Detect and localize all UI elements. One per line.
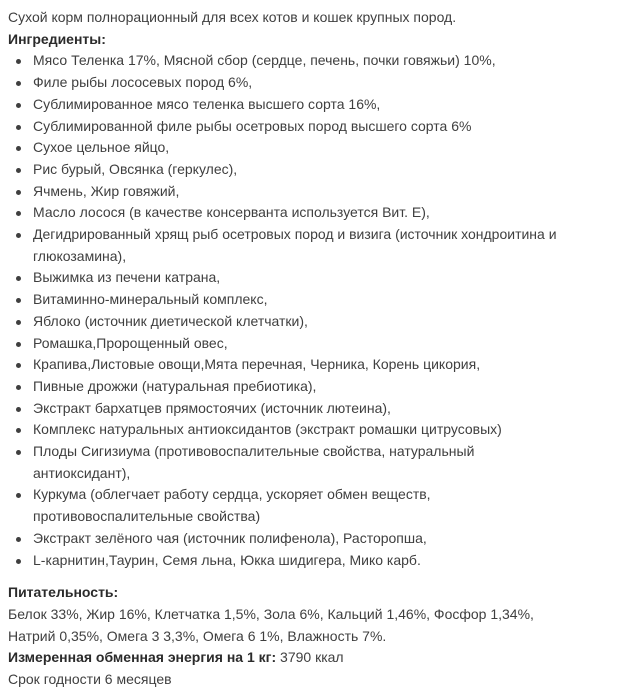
list-item: Комплекс натуральных антиоксидантов (экстракт ромашки цитрусовых) <box>8 419 568 441</box>
list-item: Сублимированной филе рыбы осетровых пород высшего сорта 6% <box>8 116 568 138</box>
nutrition-heading: Питательность: <box>8 584 119 601</box>
list-item: Масло лосося (в качестве консерванта используется Вит. Е), <box>8 202 568 224</box>
ingredients-list <box>8 50 618 571</box>
list-item: Куркума (облегчает работу сердца, ускоряет обмен веществ, противовоспалительные свойства) <box>8 484 568 527</box>
ingredients-heading: Ингредиенты: <box>8 30 106 47</box>
list-item: Экстракт зелёного чая (источник полифенола), Расторопша, <box>8 528 568 550</box>
list-item: Рис бурый, Овсянка (геркулес), <box>8 159 568 181</box>
list-item: Пивные дрожжи (натуральная пребиотика), <box>8 376 568 398</box>
list-item: Экстракт бархатцев прямостоячих (источник лютеина), <box>8 398 568 420</box>
shelf-life-text: Срок годности 6 месяцев <box>8 671 172 688</box>
intro-text: Сухой корм полнорационный для всех котов и кошек крупных пород. <box>8 9 457 25</box>
list-item: Сухое цельное яйцо, <box>8 137 568 159</box>
energy-label: Измеренная обменная энергия на 1 кг: <box>8 649 277 666</box>
section-spacer <box>8 571 618 582</box>
nutrition-values: Белок 33%, Жир 16%, Клетчатка 1,5%, Зола 6%, Кальций 1,46%, Фосфор 1,34%, Натрий 0,35%, Омега 3 3,3%, Омега 6 1%, Влажность 7%. <box>8 605 534 644</box>
list-item: Плоды Сигизиума (противовоспалительные свойства, натуральный антиоксидант), <box>8 441 568 484</box>
list-item: Дегидрированный хрящ рыб осетровых пород и визига (источник хондроитина и глюкозамина), <box>8 224 568 267</box>
list-item: Филе рыбы лососевых пород 6%, <box>8 72 568 94</box>
list-item: Мясо Теленка 17%, Мясной сбор (сердце, печень, почки говяжьи) 10%, <box>8 50 568 72</box>
list-item: Ромашка,Пророщенный овес, <box>8 333 568 355</box>
list-item: L-карнитин,Таурин, Семя льна, Юкка шидигера, Мико карб. <box>8 550 568 572</box>
energy-line <box>8 647 618 669</box>
list-item: Крапива,Листовые овощи,Мята перечная, Черника, Корень цикория, <box>8 354 568 376</box>
list-item: Ячмень, Жир говяжий, <box>8 181 568 203</box>
energy-value: 3790 ккал <box>276 649 344 666</box>
list-item: Яблоко (источник диетической клетчатки), <box>8 311 568 333</box>
list-item: Витаминно-минеральный комплекс, <box>8 289 568 311</box>
list-item: Сублимированное мясо теленка высшего сорта 16%, <box>8 94 568 116</box>
list-item: Выжимка из печени катрана, <box>8 267 568 289</box>
